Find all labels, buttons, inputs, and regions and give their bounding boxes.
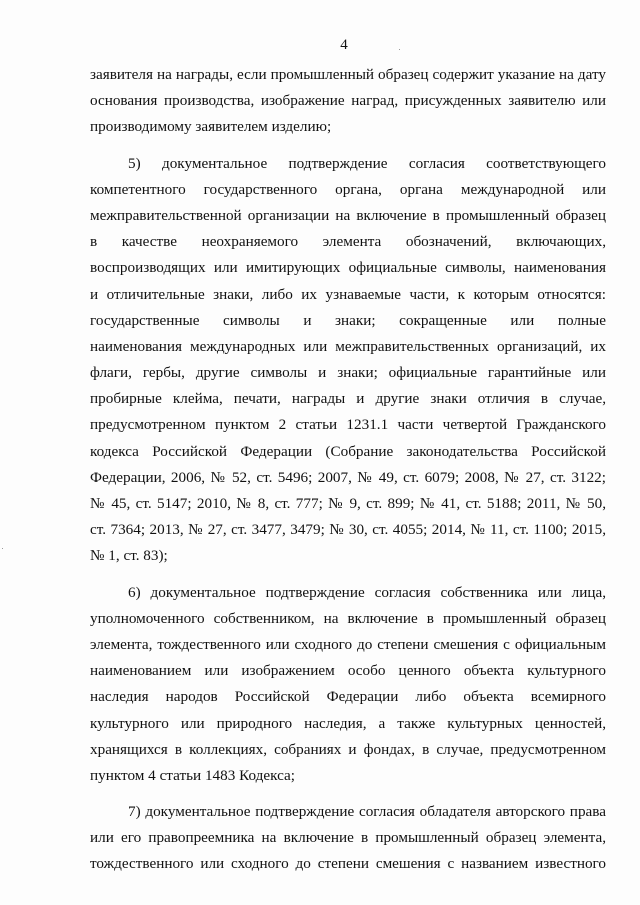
text-line: уполномоченного собственником, на включение в промышленный образец	[90, 609, 606, 627]
text-line: элемента, тождественного или сходного до степени смешения с официальным	[90, 635, 606, 653]
text-line: ст. 7364; 2013, № 27, ст. 3477, 3479; № 30, ст. 4055; 2014, № 11, ст. 1100; 2015,	[90, 521, 606, 539]
scan-speck	[2, 548, 3, 549]
text-line: флаги, гербы, другие символы и знаки; официальные гарантийные или	[90, 364, 606, 382]
text-line: наименованием или изображением особо ценного объекта культурного	[90, 662, 606, 680]
text-line: 6) документальное подтверждение согласия собственника или лица,	[128, 583, 606, 601]
text-line: кодекса Российской Федерации (Собрание законодательства Российской	[90, 442, 606, 460]
text-line: тождественного или сходного до степени смешения с названием известного	[90, 855, 606, 873]
text-line: № 45, ст. 5147; 2010, № 8, ст. 777; № 9, ст. 899; № 41, ст. 5188; 2011, № 50,	[90, 495, 606, 512]
text-line: хранящихся в коллекциях, собраниях и фондах, в случае, предусмотренном	[90, 740, 606, 758]
text-line: № 1, ст. 83);	[90, 547, 168, 565]
text-line: пробирные клейма, печати, награды и другие знаки отличия в случае,	[90, 390, 606, 408]
text-line: предусмотренном пунктом 2 статьи 1231.1 части четвертой Гражданского	[90, 416, 606, 434]
text-line: производимому заявителем изделию;	[90, 118, 332, 136]
text-line: основания производства, изображение наград, присужденных заявителю или	[90, 92, 606, 110]
text-line: Федерации, 2006, № 52, ст. 5496; 2007, № 49, ст. 6079; 2008, № 27, ст. 3122;	[90, 468, 606, 486]
body-text	[90, 62, 606, 888]
text-line: компетентного государственного органа, органа международной или	[90, 180, 606, 198]
text-line: культурного или природного наследия, а также культурных ценностей,	[90, 714, 606, 732]
paragraph-item-6	[90, 580, 606, 790]
text-line: межправительственной организации на включение в промышленный образец	[90, 206, 606, 224]
text-line: государственные символы и знаки; сокращенные или полные	[90, 311, 606, 329]
text-line: наименования международных или межправительственных организаций, их	[90, 337, 606, 355]
text-line: наследия народов Российской Федерации либо объекта всемирного	[90, 688, 606, 706]
text-line: пунктом 4 статьи 1483 Кодекса;	[90, 766, 296, 784]
text-line: в качестве неохраняемого элемента обозначений, включающих,	[90, 233, 606, 251]
text-line: 7) документальное подтверждение согласия обладателя авторского права	[128, 803, 606, 821]
text-line: воспроизводящих или имитирующих официальные символы, наименования	[90, 259, 606, 277]
paragraph-continuation	[90, 62, 606, 141]
page-number: 4	[340, 37, 348, 53]
paragraph-item-5	[90, 151, 606, 570]
text-line: 5) документальное подтверждение согласия соответствующего	[128, 154, 606, 172]
scan-speck	[399, 49, 400, 50]
text-line: или его правопреемника на включение в промышленный образец элемента,	[90, 829, 606, 847]
text-line: и отличительные знаки, либо их узнаваемые части, к которым относятся:	[90, 285, 606, 303]
paragraph-item-7	[90, 799, 606, 878]
text-line: заявителя на награды, если промышленный образец содержит указание на дату	[90, 66, 606, 83]
